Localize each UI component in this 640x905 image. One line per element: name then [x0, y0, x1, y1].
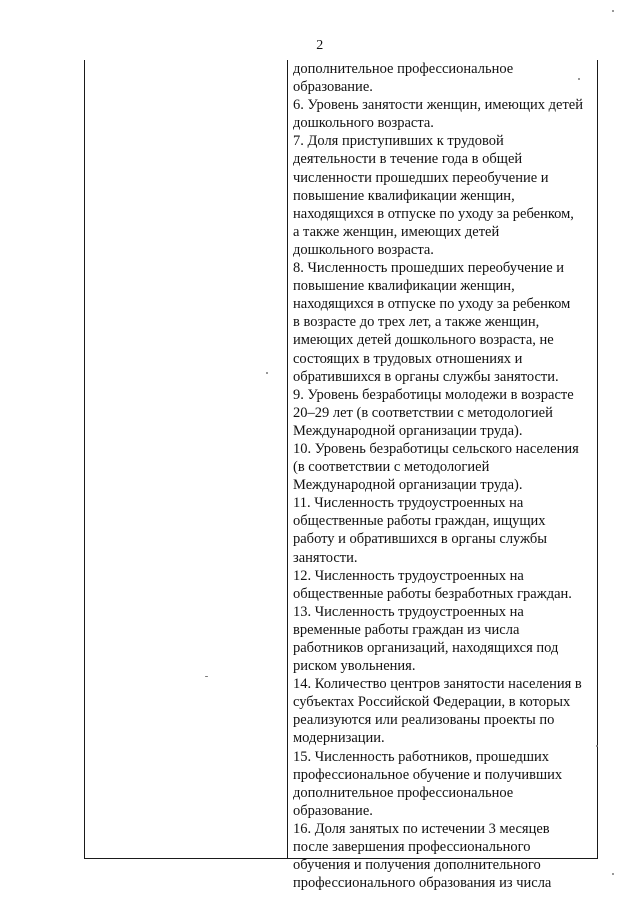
- text-line: общественные работы безработных граждан.: [293, 585, 572, 602]
- text-line: образование.: [293, 802, 373, 819]
- text-line: Международной организации труда).: [293, 422, 523, 439]
- scan-speck: [612, 873, 614, 875]
- text-line: работников организаций, находящихся под: [293, 640, 559, 656]
- text-line: дополнительное профессиональное: [293, 784, 514, 801]
- text-line: (в соответствии с методологией: [293, 459, 490, 476]
- text-line: обратившихся в органы службы занятости.: [293, 368, 559, 385]
- text-line: модернизации.: [293, 730, 385, 747]
- text-line: общественные работы граждан, ищущих: [293, 513, 546, 530]
- text-line: 7. Доля приступивших к трудовой: [293, 133, 504, 150]
- text-line: работу и обратившихся в органы службы: [293, 531, 548, 548]
- scan-speck: [612, 10, 614, 12]
- text-line: после завершения профессионального: [293, 839, 531, 856]
- scan-speck: [596, 745, 598, 747]
- text-line: 12. Численность трудоустроенных на: [293, 567, 524, 584]
- page-number: 2: [316, 38, 324, 53]
- text-line: 11. Численность трудоустроенных на: [293, 495, 524, 512]
- text-line: 10. Уровень безработицы сельского населения: [293, 440, 579, 457]
- text-line: 6. Уровень занятости женщин, имеющих детей: [293, 97, 583, 114]
- text-line: реализуются или реализованы проекты по: [293, 712, 555, 729]
- text-line: занятости.: [293, 549, 358, 566]
- table-right-cell: [288, 60, 597, 892]
- text-line: профессионального образования из числа: [293, 875, 552, 892]
- text-line: риском увольнения.: [293, 658, 416, 675]
- text-line: состоящих в трудовых отношениях и: [293, 350, 523, 367]
- text-line: дополнительное профессиональное: [293, 61, 514, 77]
- text-line: повышение квалификации женщин,: [293, 278, 515, 295]
- table-left-cell: [85, 60, 288, 858]
- text-line: 16. Доля занятых по истечении 3 месяцев: [293, 820, 550, 837]
- text-line: 9. Уровень безработицы молодежи в возрасте: [293, 386, 574, 403]
- text-line: численности прошедших переобучение и: [293, 169, 549, 186]
- scan-speck: [266, 372, 268, 374]
- text-line: 14. Количество центров занятости населения в: [293, 676, 582, 693]
- text-line: а также женщин, имеющих детей: [293, 223, 500, 240]
- scan-speck: [205, 676, 208, 677]
- text-line: обучения и получения дополнительного: [293, 857, 541, 874]
- text-line: профессиональное обучение и получивших: [293, 766, 563, 783]
- text-line: образование.: [293, 79, 373, 96]
- text-line: 15. Численность работников, прошедших: [293, 748, 550, 765]
- text-line: деятельности в течение года в общей: [293, 151, 523, 168]
- text-line: дошкольного возраста.: [293, 241, 434, 258]
- text-line: Международной организации труда).: [293, 477, 523, 494]
- text-line: находящихся в отпуске по уходу за ребенком: [293, 296, 571, 313]
- indicator-list: [293, 60, 603, 892]
- text-line: временные работы граждан из числа: [293, 621, 520, 638]
- text-line: 20–29 лет (в соответствии с методологией: [293, 404, 553, 421]
- text-line: субъектах Российской Федерации, в которых: [293, 694, 571, 711]
- text-line: имеющих детей дошкольного возраста, не: [293, 332, 554, 349]
- scan-speck: [578, 78, 580, 80]
- text-line: дошкольного возраста.: [293, 115, 434, 132]
- text-line: повышение квалификации женщин,: [293, 187, 515, 204]
- text-line: 13. Численность трудоустроенных на: [293, 603, 524, 620]
- text-line: в возрасте до трех лет, а также женщин,: [293, 314, 540, 331]
- text-line: 8. Численность прошедших переобучение и: [293, 260, 565, 277]
- indicators-table: [84, 60, 598, 892]
- text-line: находящихся в отпуске по уходу за ребенком,: [293, 205, 574, 222]
